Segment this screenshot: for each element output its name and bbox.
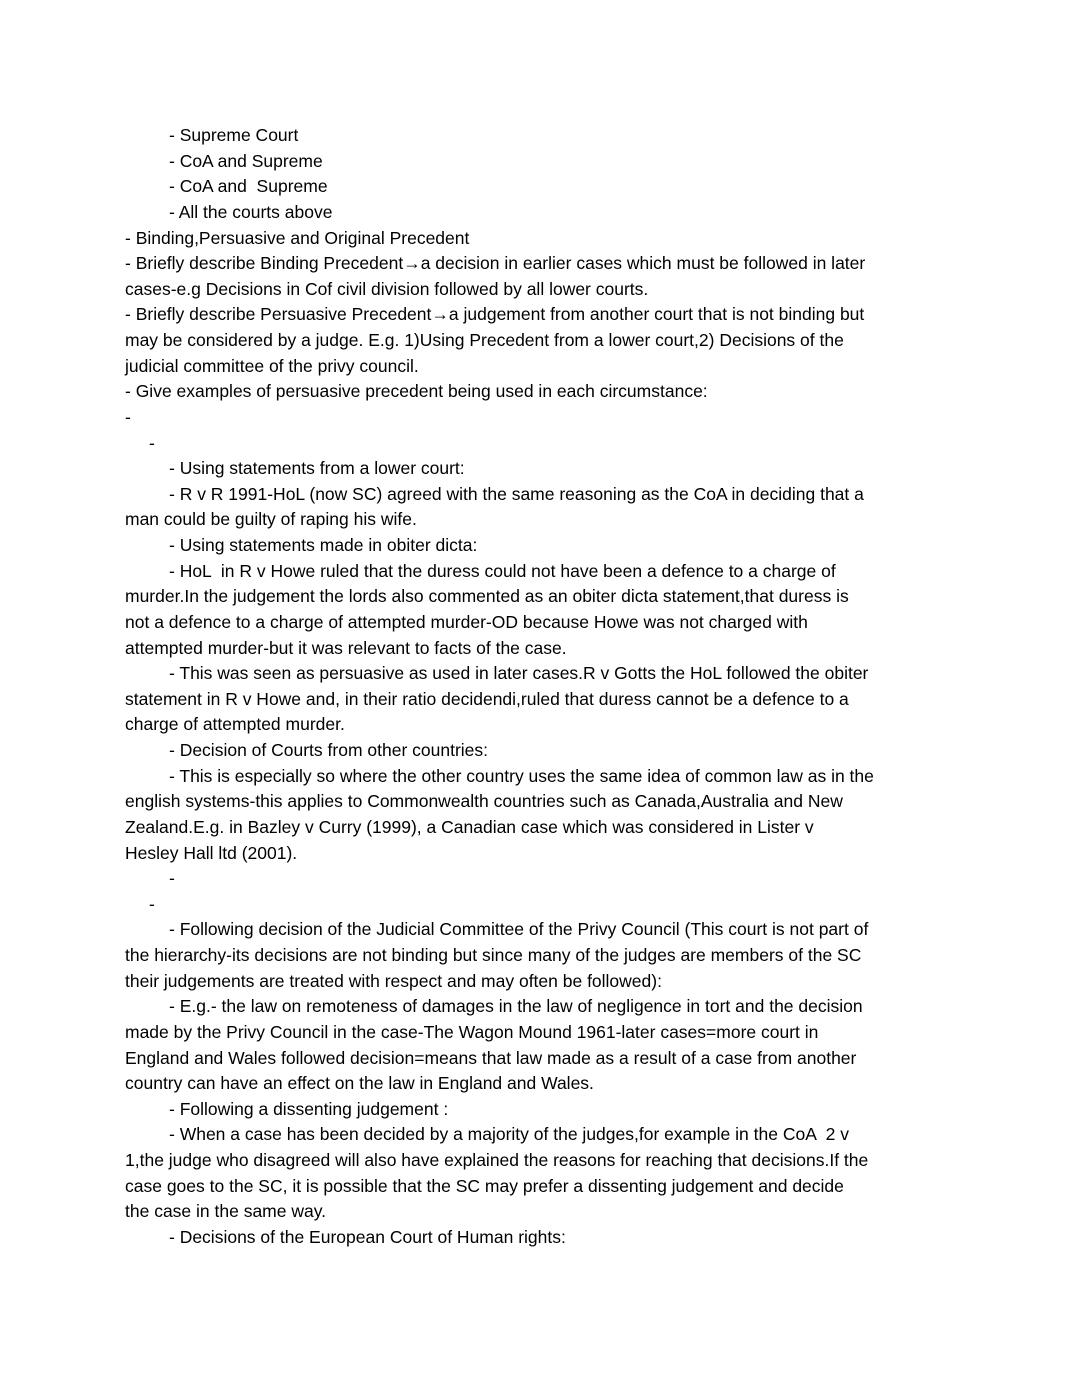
text-line: Hesley Hall ltd (2001). (125, 842, 298, 863)
text-line: - R v R 1991-HoL (now SC) agreed with the same reasoning as the CoA in deciding that a (169, 483, 864, 504)
text-line: may be considered by a judge. E.g. 1)Using Precedent from a lower court,2) Decisions of the (125, 330, 844, 350)
text-line: - Binding,Persuasive and Original Precedent (125, 227, 470, 248)
text-line: judicial committee of the privy council. (125, 355, 419, 376)
text-line: charge of attempted murder. (125, 714, 345, 735)
text-line: - Using statements from a lower court: (169, 458, 465, 479)
text-line: the case in the same way. (125, 1201, 327, 1222)
text-line: Zealand.E.g. in Bazley v Curry (1999), a Canadian case which was considered in Lister v (125, 816, 814, 837)
text-line: - Give examples of persuasive precedent being used in each circumstance: (125, 381, 708, 402)
text-line: - This was seen as persuasive as used in later cases.R v Gotts the HoL followed the obiter (169, 663, 869, 684)
text-line: - Briefly describe Binding Precedent→a decision in earlier cases which must be followed in later (125, 253, 866, 274)
text-line: - Using statements made in obiter dicta: (169, 535, 478, 555)
text-line: - Supreme Court (169, 125, 299, 145)
text-line: - When a case has been decided by a majority of the judges,for example in the CoA 2 v (169, 1124, 849, 1145)
text-line: the hierarchy-its decisions are not binding but since many of the judges are members of the SC (125, 945, 862, 965)
text-line: statement in R v Howe and, in their ratio decidendi,ruled that duress cannot be a defence to a (125, 688, 849, 709)
document-text (125, 123, 957, 1251)
text-line: - (149, 432, 155, 453)
text-line: their judgements are treated with respect and may often be followed): (125, 970, 662, 991)
text-line: - Following a dissenting judgement : (169, 1098, 449, 1119)
text-line: 1,the judge who disagreed will also have explained the reasons for reaching that decisions.If the (125, 1150, 869, 1170)
text-line: murder.In the judgement the lords also commented as an obiter dicta statement,that duress is (125, 586, 849, 607)
text-line: - HoL in R v Howe ruled that the duress could not have been a defence to a charge of (169, 560, 836, 581)
text-line: - CoA and Supreme (169, 176, 328, 197)
text-line: - CoA and Supreme (169, 150, 323, 171)
text-line: not a defence to a charge of attempted murder-OD because Howe was not charged with (125, 611, 808, 632)
text-line: attempted murder-but it was relevant to facts of the case. (125, 637, 567, 658)
text-line: England and Wales followed decision=means that law made as a result of a case from another (125, 1047, 857, 1068)
text-line: case goes to the SC, it is possible that the SC may prefer a dissenting judgement and decide (125, 1175, 844, 1196)
text-line: - E.g.- the law on remoteness of damages in the law of negligence in tort and the decision (169, 996, 863, 1017)
text-line: - All the courts above (169, 201, 333, 222)
text-line: made by the Privy Council in the case-The Wagon Mound 1961-later cases=more court in (125, 1021, 819, 1042)
text-line: cases-e.g Decisions in Cof civil division followed by all lower courts. (125, 278, 649, 299)
text-line: - (125, 406, 131, 427)
text-line: man could be guilty of raping his wife. (125, 509, 417, 530)
text-line: - Briefly describe Persuasive Precedent→a judgement from another court that is not binding but (125, 304, 865, 325)
text-line: - This is especially so where the other country uses the same idea of common law as in the (169, 765, 874, 786)
text-line: english systems-this applies to Commonwealth countries such as Canada,Australia and New (125, 791, 843, 812)
text-line: country can have an effect on the law in England and Wales. (125, 1073, 594, 1094)
text-line: - Following decision of the Judicial Committee of the Privy Council (This court is not part of (169, 919, 869, 940)
text-line: - (149, 893, 155, 914)
text-line: - Decision of Courts from other countries: (169, 740, 489, 760)
text-line: - (169, 868, 175, 889)
text-line: - Decisions of the European Court of Human rights: (169, 1226, 566, 1247)
